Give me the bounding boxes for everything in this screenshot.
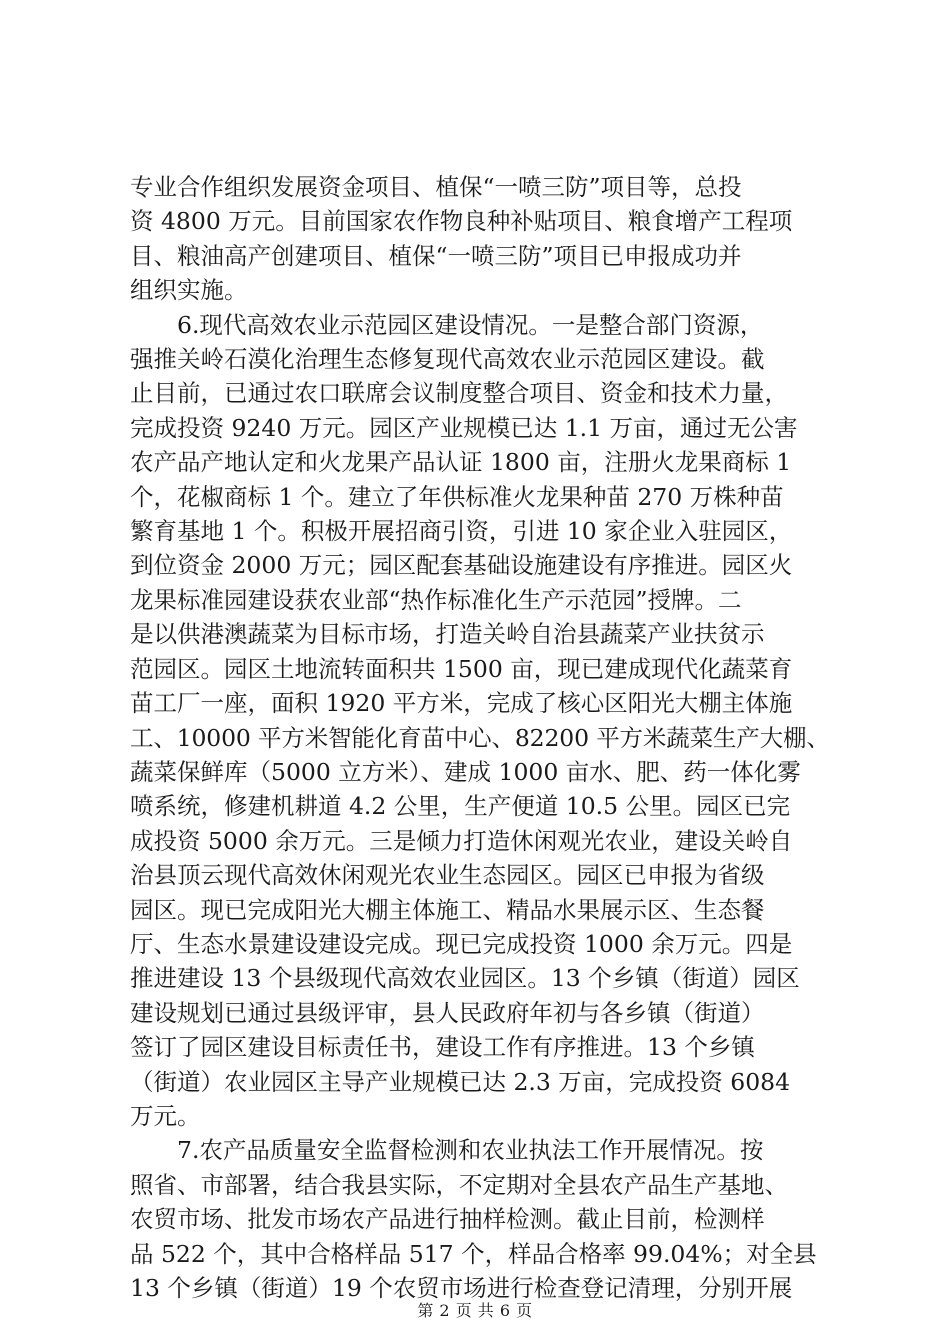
text-line: 是以供港澳蔬菜为目标市场，打造关岭自治县蔬菜产业扶贫示 bbox=[130, 620, 765, 649]
text-line: 完成投资 9240 万元。园区产业规模已达 1.1 万亩，通过无公害 bbox=[130, 413, 798, 442]
text-line: 繁育基地 1 个。积极开展招商引资，引进 10 家企业入驻园区， bbox=[130, 517, 793, 546]
text-line: 13 个乡镇（街道）19 个农贸市场进行检查登记清理，分别开展 bbox=[130, 1274, 793, 1302]
text-line: 工、10000 平方米智能化育苗中心、82200 平方米蔬菜生产大棚、 bbox=[130, 723, 830, 752]
text-line: 喷系统，修建机耕道 4.2 公里，生产便道 10.5 公里。园区已完 bbox=[130, 792, 791, 821]
text-line: 资 4800 万元。目前国家农作物良种补贴项目、粮食增产工程项 bbox=[130, 207, 793, 236]
text-line: 农产品产地认定和火龙果产品认证 1800 亩，注册火龙果商标 1 bbox=[130, 448, 792, 477]
text-line: 建设规划已通过县级评审，县人民政府年初与各乡镇（街道） bbox=[130, 998, 765, 1027]
text-line: 园区。现已完成阳光大棚主体施工、精品水果展示区、生态餐 bbox=[130, 895, 765, 924]
text-line: （街道）农业园区主导产业规模已达 2.3 万亩，完成投资 6084 bbox=[130, 1067, 791, 1096]
text-line: 品 522 个，其中合格样品 517 个，样品合格率 99.04%；对全县 bbox=[130, 1239, 817, 1268]
text-line: 签订了园区建设目标责任书，建设工作有序推进。13 个乡镇 bbox=[130, 1033, 755, 1062]
text-line: 目、粮油高产创建项目、植保“一喷三防”项目已申报成功并 bbox=[130, 241, 742, 270]
text-line: 专业合作组织发展资金项目、植保“一喷三防”项目等，总投 bbox=[130, 173, 742, 201]
text-line: 龙果标准园建设获农业部“热作标准化生产示范园”授牌。二 bbox=[130, 585, 742, 614]
text-line: 农贸市场、批发市场农产品进行抽样检测。截止目前，检测样 bbox=[130, 1205, 765, 1234]
text-line: 强推关岭石漠化治理生态修复现代高效农业示范园区建设。截 bbox=[130, 345, 765, 374]
body-text bbox=[130, 170, 830, 1305]
text-line: 苗工厂一座，面积 1920 平方米，完成了核心区阳光大棚主体施 bbox=[130, 689, 793, 718]
text-line: 组织实施。 bbox=[130, 276, 248, 305]
text-line: 个，花椒商标 1 个。建立了年供标准火龙果种苗 270 万株种苗 bbox=[130, 482, 784, 511]
text-line: 成投资 5000 余万元。三是倾力打造休闲观光农业，建设关岭自 bbox=[130, 826, 793, 855]
text-line: 范园区。园区土地流转面积共 1500 亩，现已建成现代化蔬菜育 bbox=[130, 654, 793, 683]
text-line: 推进建设 13 个县级现代高效农业园区。13 个乡镇（街道）园区 bbox=[130, 964, 800, 993]
text-line: 万元。 bbox=[130, 1101, 201, 1130]
text-line: 6.现代高效农业示范园区建设情况。一是整合部门资源， bbox=[177, 310, 764, 339]
text-line: 照省、市部署，结合我县实际，不定期对全县农产品生产基地、 bbox=[130, 1170, 788, 1199]
page-footer: 第 2 页 共 6 页 bbox=[417, 1301, 533, 1320]
text-line: 7.农产品质量安全监督检测和农业执法工作开展情况。按 bbox=[177, 1136, 764, 1165]
text-line: 到位资金 2000 万元；园区配套基础设施建设有序推进。园区火 bbox=[130, 551, 793, 580]
text-line: 蔬菜保鲜库（5000 立方米）、建成 1000 亩水、肥、药一体化雾 bbox=[130, 757, 801, 786]
text-line: 止目前，已通过农口联席会议制度整合项目、资金和技术力量， bbox=[130, 379, 788, 408]
text-line: 厅、生态水景建设建设完成。现已完成投资 1000 余万元。四是 bbox=[130, 929, 793, 958]
text-line: 治县顶云现代高效休闲观光农业生态园区。园区已申报为省级 bbox=[130, 861, 765, 890]
